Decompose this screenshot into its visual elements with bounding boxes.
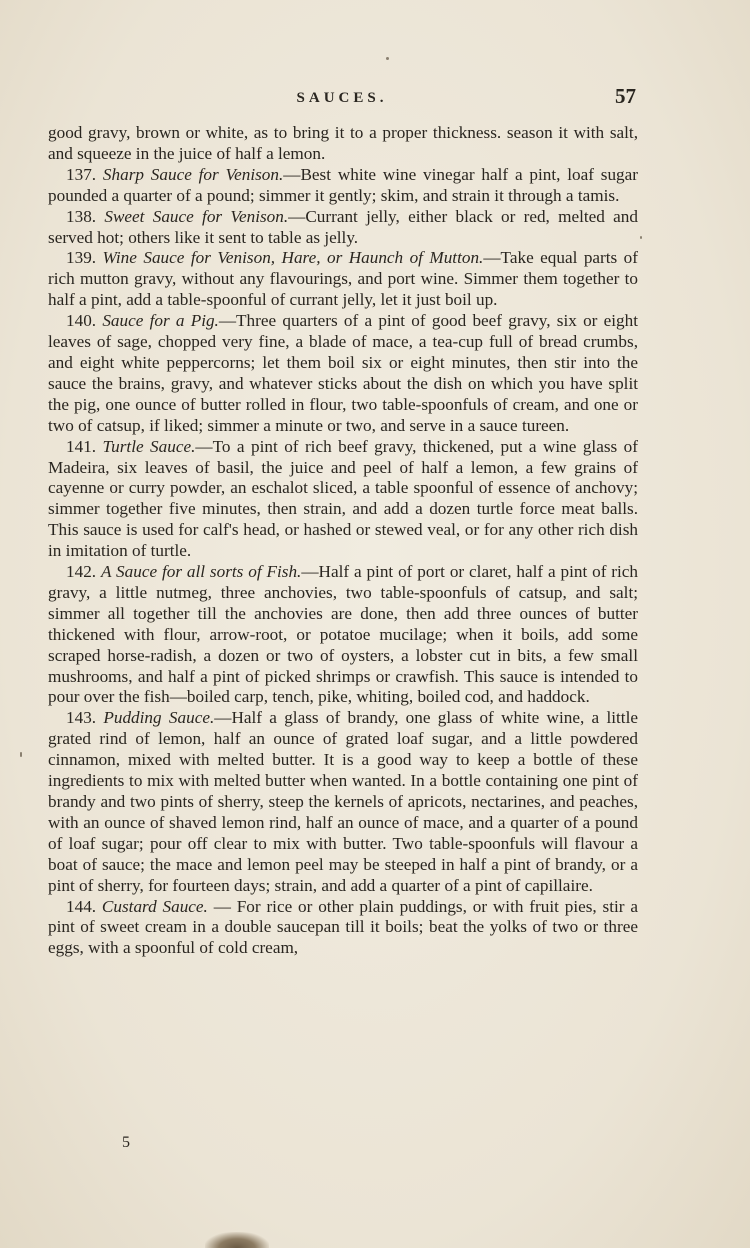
recipe-title: Custard Sauce. [101, 896, 208, 916]
recipe-number: 144. [66, 896, 97, 916]
recipe-title: Pudding Sauce. [103, 708, 215, 728]
recipe-number: 143. [66, 708, 97, 728]
paragraph-text: good gravy, brown or white, as to bring it to a proper thickness. season it with salt, and squeeze in the juice of half a lemon. [48, 123, 638, 163]
recipe-144 [48, 897, 638, 960]
recipe-text: —Three quarters of a pint of good beef gravy, six or eight leaves of sage, chopped very fine, a blade of mace, a tea-cup full of bread crumbs, and eight white peppercorns; let them boil six or eight minutes, then stir into the sauce the brains, gravy, and whatever sticks about the dish on which you have split the pig, one ounce of butter rolled in flour, two table-spoonfuls of cream, and one or two of catsup, if liked; simmer a minute or two, and serve in a sauce tureen. [48, 311, 639, 435]
running-title: SAUCES. [296, 90, 388, 106]
recipe-text: —Half a pint of port or claret, half a pint of rich gravy, a little nutmeg, three anchovies, two table-spoonfuls of catsup, and salt; simmer all together till the anchovies are done, then add three ounces of butter thickened with flour, arrow-root, or potatoe mucilage; when it boils, add some scraped horse-radish, a dozen or two of oysters, a lobster cut in bits, a few small mushrooms, and half a pint of picked shrimps or crawfish. This sauce is intended to pour over the fish—boiled carp, tench, pike, whiting, boiled cod, and haddock. [48, 562, 639, 707]
recipe-number: 141. [66, 436, 97, 456]
recipe-142 [48, 562, 638, 708]
recipe-text: —Currant jelly, either black or red, melted and served hot; others like it sent to table as jelly. [48, 206, 638, 247]
recipe-text: —Half a glass of brandy, one glass of white wine, a little grated rind of lemon, half an ounce of grated loaf sugar, and a little powdered cinnamon, mixed with melted butter. It is a good way to keep a bottle of these ingredients to mix with melted butter when wanted. In a bottle containing one pint of brandy and two pints of sherry, steep the kernels of apricots, nectarines, and peaches, with an ounce of shaved lemon rind, half an ounce of mace, and a quarter of a pound of loaf sugar; pour off clear to mix with butter. Two table-spoonfuls will flavour a boat of sauce; the mace and lemon peel may be steeped in half a pint of brandy, or a pint of sherry, for fourteen days; strain, and add a quarter of a pint of capillaire. [48, 708, 638, 895]
recipe-number: 139. [66, 248, 97, 268]
signature-mark: 5 [122, 1134, 130, 1151]
ink-speck [640, 236, 642, 239]
ink-speck [386, 57, 389, 60]
recipe-143 [48, 708, 638, 896]
recipe-141 [48, 437, 638, 562]
recipe-title: Sharp Sauce for Venison. [102, 164, 284, 184]
page-smudge [205, 1232, 269, 1248]
recipe-text: —Take equal parts of rich mutton gravy, without any flavourings, and port wine. Simmer them together to half a pint, add a table-spoonful of currant jelly, let it just boil up. [48, 248, 638, 310]
recipe-text: — For rice or other plain puddings, or with fruit pies, stir a pint of sweet cream in a double saucepan till it boils; beat the yolks of two or three eggs, with a spoonful of cold cream, [48, 896, 638, 958]
recipe-number: 142. [66, 562, 97, 582]
recipe-139 [48, 248, 638, 311]
paragraph-continuation [48, 123, 638, 165]
recipe-text: —To a pint of rich beef gravy, thickened, put a wine glass of Madeira, six leaves of basil, the juice and peel of half a lemon, a few grains of cayenne or curry powder, an eschalot sliced, a table spoonful of essence of anchovy; simmer together five minutes, then strain, and add a dozen turtle force meat balls. This sauce is used for calf's head, or hashed or stewed veal, or for any other rich dish in imitation of turtle. [48, 436, 638, 561]
body-text [48, 123, 638, 959]
recipe-title: Sauce for a Pig. [102, 311, 219, 331]
recipe-138 [48, 207, 638, 249]
recipe-text: —Best white wine vinegar half a pint, loaf sugar pounded a quarter of a pound; simmer it gently; skim, and strain it through a tamis. [48, 164, 639, 205]
page-header [48, 84, 636, 114]
recipe-number: 137. [66, 164, 97, 184]
recipe-title: Sweet Sauce for Venison. [104, 206, 289, 226]
recipe-title: Turtle Sauce. [102, 436, 196, 456]
recipe-137 [48, 165, 638, 207]
ink-speck [20, 752, 22, 757]
page-number: 57 [615, 84, 636, 108]
recipe-title: A Sauce for all sorts of Fish. [100, 562, 302, 582]
recipe-number: 140. [66, 311, 97, 331]
recipe-title: Wine Sauce for Venison, Hare, or Haunch of Mutton. [102, 248, 484, 268]
recipe-140 [48, 311, 638, 436]
recipe-number: 138. [66, 206, 97, 226]
